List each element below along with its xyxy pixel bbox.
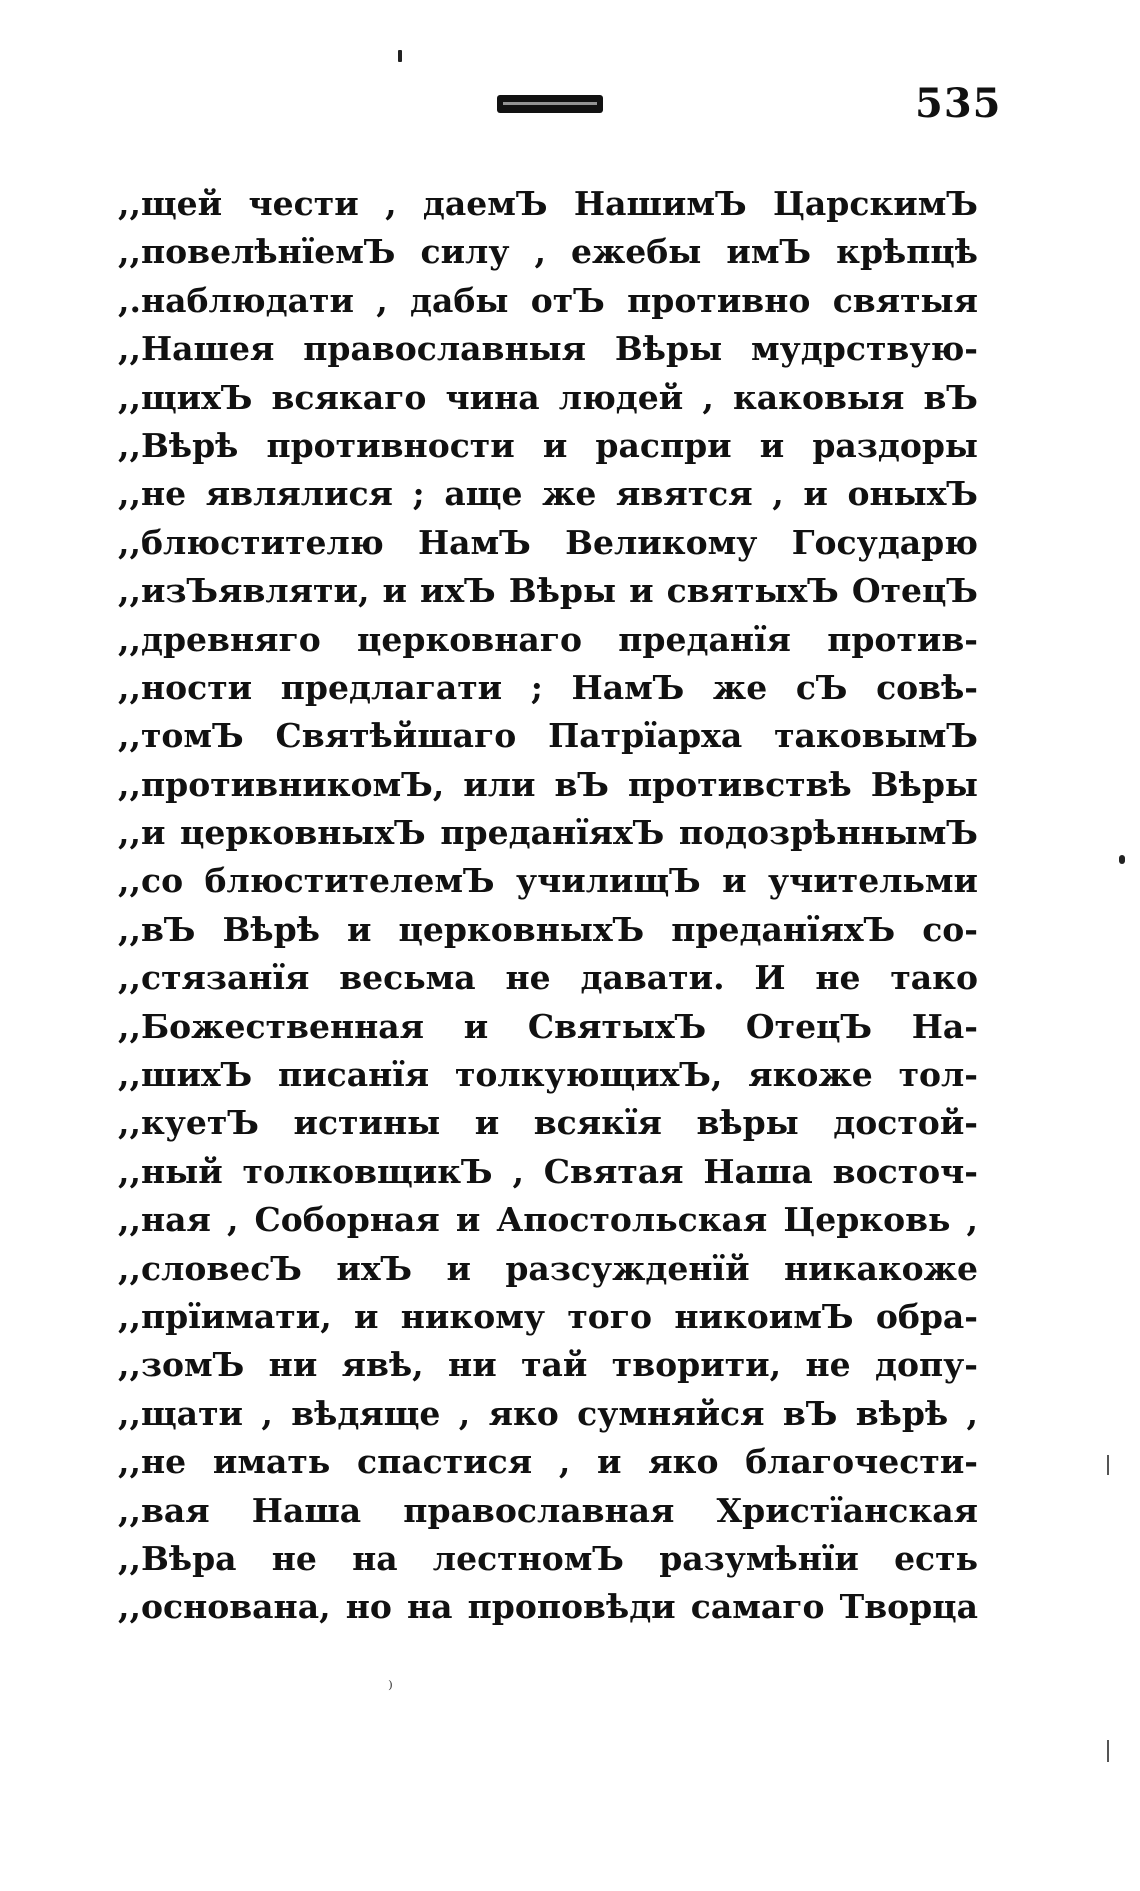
text-line: ,,блюстителю НамЪ Великому Государю — [118, 522, 978, 562]
text-line: ,,и церковныхЪ преданїяхЪ подозрѣннымЪ — [118, 813, 978, 853]
text-line: ,,щей чести , даемЪ НашимЪ ЦарскимЪ — [118, 184, 978, 223]
text-line: ,,вЪ Вѣрѣ и церковныхЪ преданїяхЪ со- — [118, 909, 978, 949]
text-line: ,,изЪявляти, и ихЪ Вѣры и святыхЪ ОтецЪ — [118, 571, 978, 611]
text-line: ,,Вѣра не на лестномЪ разумѣнїи есть — [118, 1538, 978, 1578]
text-line: ,,ный толковщикЪ , Святая Наша восточ- — [118, 1151, 978, 1191]
text-line: ,,щихЪ всякаго чина людей , каковыя вЪ — [118, 377, 978, 417]
text-line: ,,ности предлагати ; НамЪ же сЪ совѣ- — [118, 667, 978, 707]
text-line: ,,древняго церковнаго преданїя против- — [118, 619, 978, 659]
text-line: ,,противникомЪ, или вЪ противствѣ Вѣры — [118, 764, 978, 804]
text-line: ,,со блюстителемЪ училищЪ и учительми — [118, 861, 978, 901]
text-line: ,,шихЪ писанїя толкующихЪ, якоже тол- — [118, 1055, 978, 1095]
ink-speck — [398, 50, 402, 62]
text-line: ,,зомЪ ни явѣ, ни тай творити, не допу- — [118, 1345, 978, 1385]
text-line: ,,Божественная и СвятыхЪ ОтецЪ На- — [118, 1006, 978, 1046]
body-text — [118, 180, 978, 1632]
text-line: ,,Нашея православныя Вѣры мудрствую- — [118, 329, 978, 369]
text-line: ,,прїимати, и никому того никоимЪ обра- — [118, 1296, 978, 1336]
stray-pencil-mark: ⁾ — [388, 1676, 393, 1700]
text-line: ,,куетЪ истины и всякїя вѣры достой- — [118, 1103, 978, 1143]
text-line: ,,щати , вѣдяще , яко сумняйся вЪ вѣрѣ , — [118, 1393, 978, 1433]
text-line: ,,Вѣрѣ противности и распри и раздоры — [118, 425, 978, 465]
margin-ink-dot — [1119, 855, 1125, 864]
text-line: ,,томЪ Святѣйшаго Патрїарха таковымЪ — [118, 716, 978, 756]
text-line: ,,основана, но на проповѣди самаго Творца — [118, 1587, 978, 1627]
margin-tick-mark — [1107, 1740, 1109, 1762]
header-ornament-rule — [497, 95, 603, 113]
text-line: ,,вая Наша православная Христїанская — [118, 1490, 978, 1530]
margin-tick-mark — [1107, 1455, 1109, 1475]
text-line: ,,не являлися ; аще же явятся , и оныхЪ — [118, 474, 978, 514]
text-line: ,.наблюдати , дабы отЪ противно святыя — [118, 280, 978, 320]
text-line: ,,повелѣнїемЪ силу , ежебы имЪ крѣпцѣ — [118, 232, 978, 272]
text-line: ,,ная , Соборная и Апостольская Церковь , — [118, 1200, 978, 1240]
page-number: 535 — [915, 80, 1002, 127]
text-line: ,,стязанїя весьма не давати. И не тако — [118, 958, 978, 998]
text-line: ,,не имать спастися , и яко благочести- — [118, 1442, 978, 1482]
text-line: ,,словесЪ ихЪ и разсужденїй никакоже — [118, 1248, 978, 1288]
